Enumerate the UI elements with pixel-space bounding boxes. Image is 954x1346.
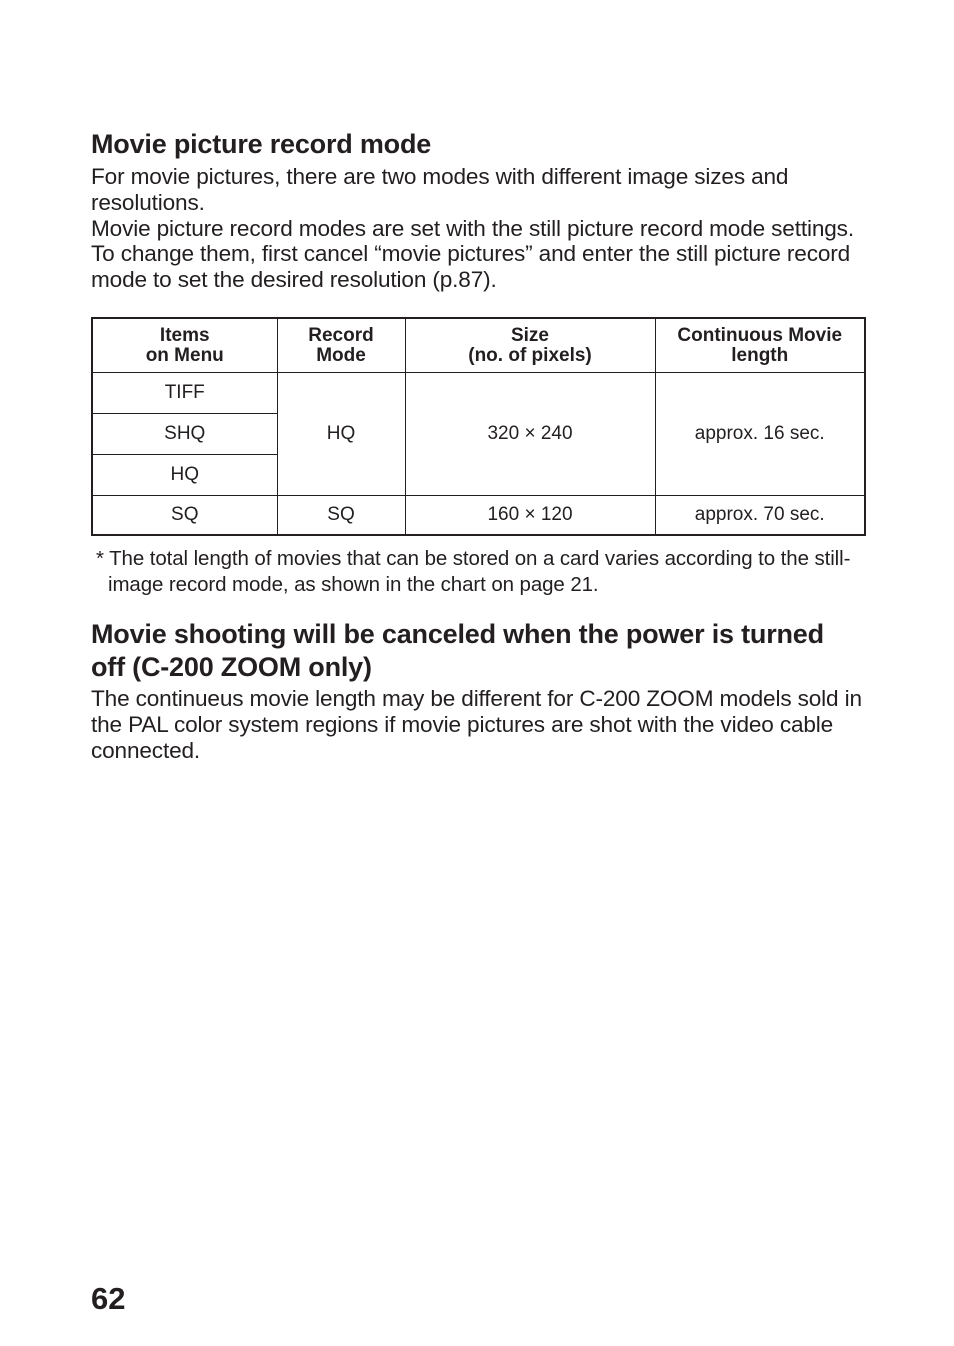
cell-record-mode: HQ: [277, 372, 405, 495]
cell-size: 320 × 240: [405, 372, 655, 495]
cell-item: TIFF: [92, 372, 277, 413]
section-title-power-off: Movie shooting will be canceled when the power is turned off (C-200 ZOOM only): [91, 618, 824, 682]
header-items-on-menu: Items on Menu: [92, 318, 277, 373]
cell-length: approx. 16 sec.: [655, 372, 865, 495]
cell-length: approx. 70 sec.: [655, 495, 865, 535]
table-row: [92, 372, 865, 413]
page-content: [91, 128, 865, 763]
paragraph-pal-note: The continueus movie length may be different for C-200 ZOOM models sold in the PAL color system regions if movie pictures are shot with the video cable connected.: [91, 685, 862, 763]
cell-size: 160 × 120: [405, 495, 655, 535]
record-mode-table: [91, 317, 866, 536]
header-continuous-length: Continuous Movie length: [655, 318, 865, 373]
section-1-body: [91, 164, 865, 293]
paragraph-settings: Movie picture record modes are set with the still picture record mode settings. To change them, first cancel “movie pictures” and enter the still picture record mode to set the desired resolution (p.87).: [91, 215, 854, 293]
section-title-movie-record-mode: Movie picture record mode: [91, 129, 432, 159]
header-size: Size (no. of pixels): [405, 318, 655, 373]
table-header-row: [92, 318, 865, 373]
table-footnote: * The total length of movies that can be stored on a card varies according to the still-image record mode, as shown in the chart on page 21.: [96, 546, 851, 596]
page-number: 62: [91, 1281, 126, 1316]
paragraph-intro: For movie pictures, there are two modes with different image sizes and resolutions.: [91, 164, 789, 215]
cell-item: SHQ: [92, 413, 277, 454]
cell-record-mode: SQ: [277, 495, 405, 535]
table-row: [92, 495, 865, 535]
cell-item: HQ: [92, 454, 277, 495]
header-record-mode: Record Mode: [277, 318, 405, 373]
cell-item: SQ: [92, 495, 277, 535]
